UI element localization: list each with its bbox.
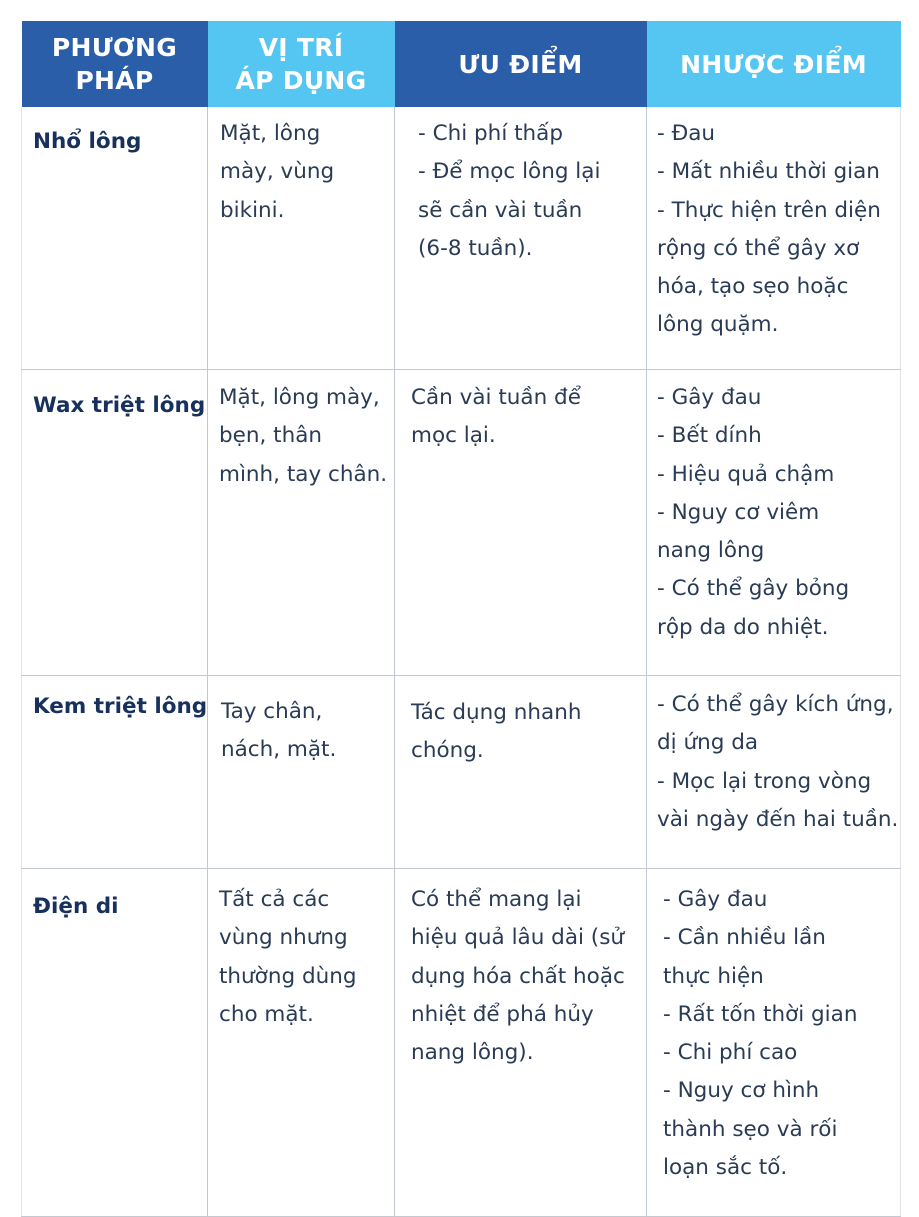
method-name: Kem triệt lông: [33, 694, 208, 719]
cell-line: (6-8 tuần).: [418, 235, 533, 261]
cell-line: Tay chân,: [221, 699, 323, 724]
method-name: Điện di: [33, 894, 119, 919]
cell-line: - Chi phí cao: [663, 1040, 798, 1066]
cell-line: nang lông: [657, 538, 765, 564]
header-line: PHƯƠNG: [51, 33, 178, 62]
cell-line: - Để mọc lông lại: [418, 159, 601, 185]
cell-line: dị ứng da: [657, 730, 759, 756]
cell-line: thường dùng: [219, 963, 357, 989]
cell-line: - Bết dính: [657, 423, 762, 449]
cell-line: vài ngày đến hai tuần.: [657, 806, 899, 832]
cell-line: rộp da do nhiệt.: [657, 614, 829, 640]
method-cell: [22, 107, 208, 370]
cell-line: mày, vùng: [220, 159, 335, 185]
header-line: ƯU ĐIỂM: [458, 49, 583, 79]
header-line: NHƯỢC ĐIỂM: [680, 49, 867, 79]
cell-line: nang lông).: [411, 1040, 534, 1066]
cons-cell: [647, 869, 901, 1217]
cell-line: - Nguy cơ hình: [663, 1078, 820, 1104]
header-line: VỊ TRÍ: [258, 33, 344, 62]
cell-line: - Nguy cơ viêm: [657, 499, 820, 525]
method-name: Nhổ lông: [33, 129, 142, 154]
cell-line: Tác dụng nhanh: [411, 700, 582, 725]
cell-line: - Chi phí thấp: [418, 121, 563, 146]
pros-cell: [395, 676, 647, 869]
cell-line: - Rất tốn thời gian: [663, 1001, 858, 1027]
cell-line: Mặt, lông: [220, 121, 321, 146]
cell-line: mình, tay chân.: [219, 461, 388, 487]
cell-line: - Cần nhiều lần: [663, 925, 826, 951]
header-line: PHÁP: [75, 66, 154, 95]
location-cell: [208, 107, 395, 370]
header-line: ÁP DỤNG: [235, 66, 367, 95]
cell-line: cho mặt.: [219, 1001, 314, 1027]
cell-line: rộng có thể gây xơ: [657, 235, 860, 261]
cell-line: Cần vài tuần để: [411, 385, 581, 410]
cell-line: Tất cả các: [219, 887, 330, 912]
method-cell: [22, 676, 208, 869]
cell-line: - Đau: [657, 121, 716, 146]
method-cell: [22, 370, 208, 676]
table-row: [22, 370, 901, 676]
pros-cell: [395, 107, 647, 370]
cell-line: Có thể mang lại: [411, 887, 582, 912]
cons-cell: [647, 370, 901, 676]
cell-line: lông quặm.: [657, 312, 779, 338]
location-cell: [208, 869, 395, 1217]
pros-cell: [395, 370, 647, 676]
table-row: [22, 107, 901, 370]
header-cons: [647, 21, 901, 107]
cell-line: - Mất nhiều thời gian: [657, 159, 880, 185]
location-cell: [208, 370, 395, 676]
cell-line: - Có thể gây kích ứng,: [657, 692, 894, 717]
location-cell: [208, 676, 395, 869]
cell-line: dụng hóa chất hoặc: [411, 963, 625, 989]
cell-line: hóa, tạo sẹo hoặc: [657, 274, 849, 300]
pros-cell: [395, 869, 647, 1217]
cell-line: bikini.: [220, 197, 285, 223]
cons-cell: [647, 676, 901, 869]
header-method: [22, 21, 208, 107]
cell-line: - Có thể gây bỏng: [657, 576, 850, 602]
cell-line: hiệu quả lâu dài (sử: [411, 925, 625, 951]
cell-line: Mặt, lông mày,: [219, 385, 380, 410]
header-pros: [395, 21, 647, 107]
cell-line: - Hiệu quả chậm: [657, 461, 835, 487]
cell-line: - Gây đau: [657, 385, 762, 410]
cell-line: - Thực hiện trên diện: [657, 197, 881, 223]
cons-cell: [647, 107, 901, 370]
cell-line: nách, mặt.: [221, 737, 337, 763]
cell-line: sẽ cần vài tuần: [418, 197, 583, 223]
table-header-row: [22, 21, 901, 107]
cell-line: - Mọc lại trong vòng: [657, 768, 872, 794]
method-cell: [22, 869, 208, 1217]
table-row: [22, 676, 901, 869]
cell-line: mọc lại.: [411, 423, 496, 449]
hair-removal-comparison-table: [21, 21, 901, 1217]
method-name: Wax triệt lông: [33, 393, 206, 418]
cell-line: - Gây đau: [663, 887, 768, 912]
cell-line: thực hiện: [663, 963, 764, 989]
table-row: [22, 869, 901, 1217]
cell-line: chóng.: [411, 738, 484, 764]
cell-line: vùng nhưng: [219, 925, 348, 951]
cell-line: nhiệt để phá hủy: [411, 1001, 594, 1027]
cell-line: bẹn, thân: [219, 423, 323, 449]
header-location: [208, 21, 395, 107]
cell-line: thành sẹo và rối: [663, 1116, 838, 1142]
cell-line: loạn sắc tố.: [663, 1155, 788, 1181]
